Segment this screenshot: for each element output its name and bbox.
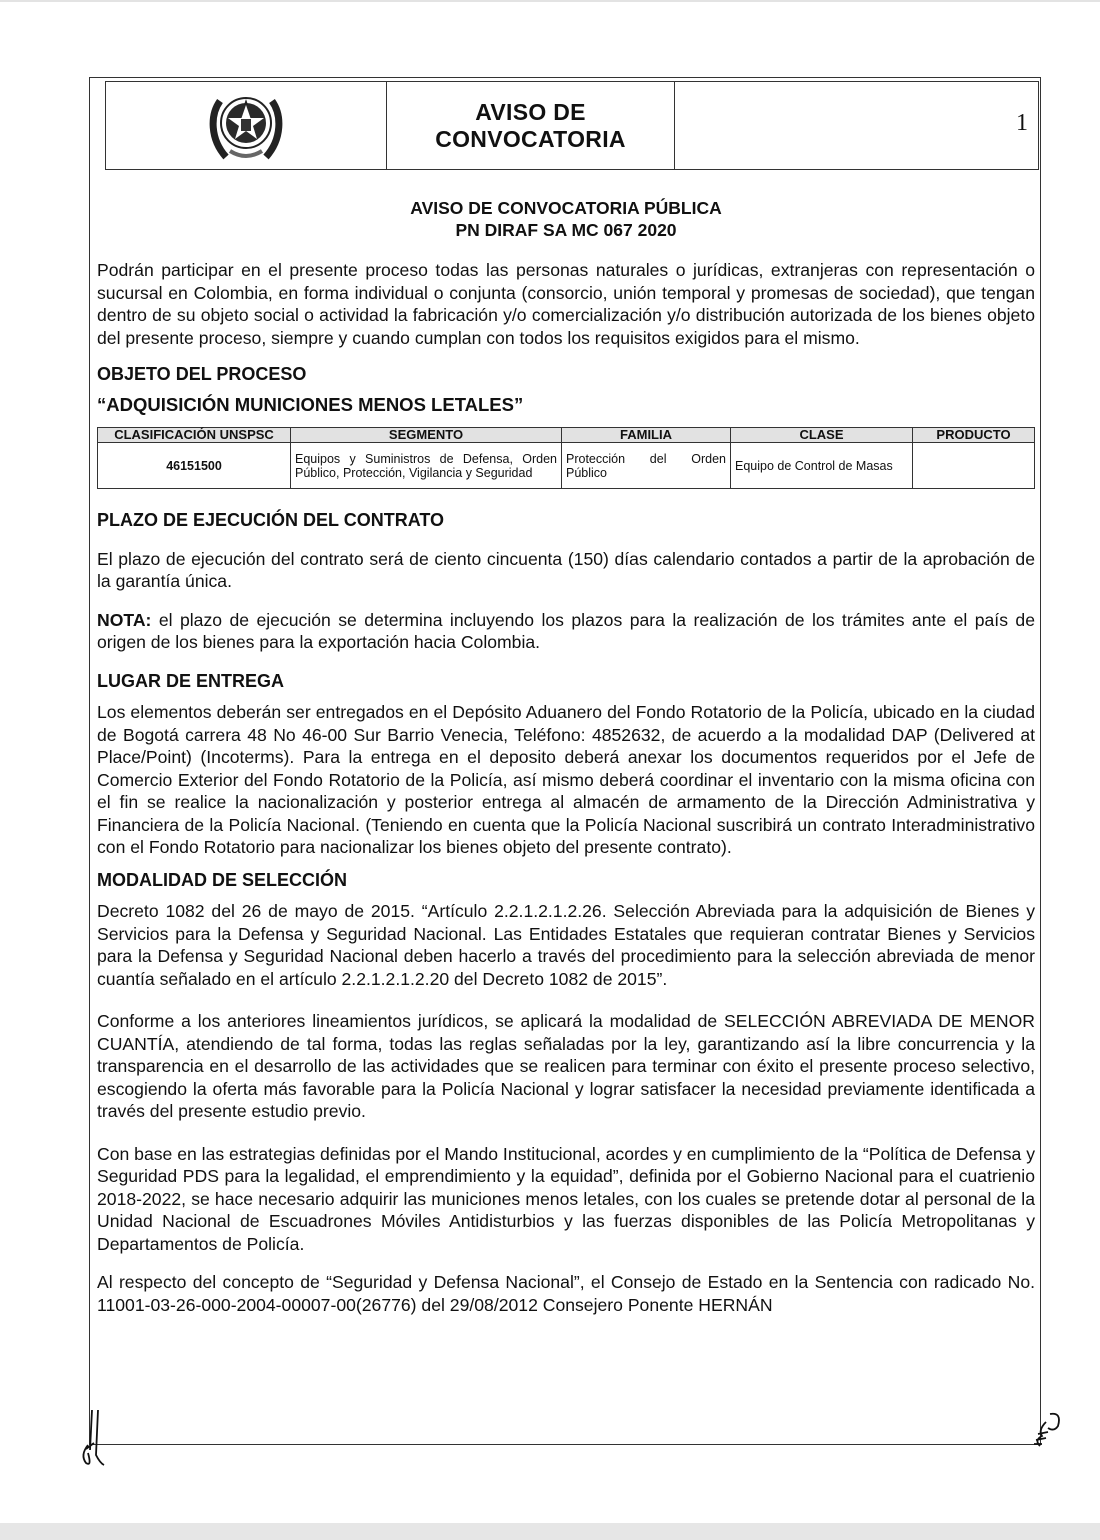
- column-header: CLASIFICACIÓN UNSPSC: [98, 428, 291, 443]
- header-page-cell: [675, 82, 1038, 169]
- modalidad-paragraph-4: Al respecto del concepto de “Seguridad y Defensa Nacional”, el Consejo de Estado en la Sentencia con radicado No. 11001-03-26-000-2004-00007-00(26776) del 29/08/2012 Consejero Ponente HERNÁN: [97, 1272, 1035, 1315]
- document-title: AVISO DE CONVOCATORIA PÚBLICA: [410, 198, 722, 218]
- bottom-edge-band: [0, 1523, 1100, 1540]
- handwritten-signature-icon: [1028, 1410, 1064, 1450]
- cell-producto: [913, 443, 1035, 489]
- section-heading-lugar: LUGAR DE ENTREGA: [97, 670, 285, 691]
- note-label: NOTA:: [97, 609, 152, 630]
- section-heading-objeto: OBJETO DEL PROCESO: [97, 364, 307, 384]
- document-reference: PN DIRAF SA MC 067 2020: [455, 220, 677, 240]
- note-text: el plazo de ejecución se determina incluyendo los plazos para la realización de los trámites ante el país de origen de los bienes para la exportación hacia Colombia.: [97, 609, 1035, 652]
- section-heading-modalidad: MODALIDAD DE SELECCIÓN: [97, 869, 348, 890]
- cell-clase: Equipo de Control de Masas: [731, 443, 913, 489]
- document-header: [105, 81, 1039, 170]
- table-header-row: [98, 428, 1035, 443]
- page-number: 1: [1016, 110, 1028, 136]
- column-header: CLASE: [731, 428, 913, 443]
- header-title-line1: AVISO DE: [475, 98, 586, 125]
- header-logo-cell: [106, 82, 387, 169]
- objeto-name: “ADQUISICIÓN MUNICIONES MENOS LETALES”: [97, 393, 524, 415]
- lugar-paragraph: Los elementos deberán ser entregados en el Depósito Aduanero del Fondo Rotatorio de la Policía, ubicado en la ciudad de Bogotá carrera 48 No 46-00 Sur Barrio Venecia, Teléfono: 4852632, de acuerdo a la modalidad DAP (Delivered at Place/Point) (Incoterms). Para la entrega en el deposito deberá anexar los documentos requeridos por el Jefe de Comercio Exterior del Fondo Rotatorio de la Policía, así mismo deberá coordinar el inventario con la misma oficina con el fin se realice la nacionalización y posterior entrega al almacén de armamento de la Dirección Administrativa y Financiera de la Policía Nacional. (Teniendo en cuenta que la Policía Nacional suscribirá un contrato Interadministrativo con el Fondo Rotatorio para nacionalizar los bienes objeto del presente contrato).: [97, 702, 1035, 857]
- section-heading-plazo: PLAZO DE EJECUCIÓN DEL CONTRATO: [97, 510, 445, 530]
- handwritten-initials-icon: [78, 1405, 118, 1470]
- cell-segmento: Equipos y Suministros de Defensa, Orden Público, Protección, Vigilancia y Seguridad: [291, 443, 562, 489]
- modalidad-paragraph-3: Con base en las estrategias definidas por el Mando Institucional, acordes y en cumplimiento de la “Política de Defensa y Seguridad PDS para la legalidad, el emprendimiento y la equidad”, definida por el Gobierno Nacional para el cuatrienio 2018-2022, se hace necesario adquirir las municiones menos letales, con los cuales se pretende dotar al personal de la Unidad Nacional de Escuadrones Móviles Antidisturbios y las fuerzas disponibles de las Policía Metropolitanas y Departamentos de Policía.: [97, 1143, 1035, 1254]
- table-row: [98, 443, 1035, 489]
- header-title-cell: [387, 82, 675, 169]
- cell-familia: Protección del Orden Público: [562, 443, 731, 489]
- header-title-line2: CONVOCATORIA: [435, 125, 626, 152]
- top-edge-bar: [0, 0, 1100, 2]
- plazo-paragraph: El plazo de ejecución del contrato será de ciento cincuenta (150) días calendario contados a partir de la aprobación de la garantía única.: [97, 548, 1035, 591]
- cell-unspsc-code: 46151500: [98, 443, 291, 489]
- plazo-note: [97, 609, 1035, 654]
- modalidad-paragraph-2: Conforme a los anteriores lineamientos jurídicos, se aplicará la modalidad de SELECCIÓN ABREVIADA DE MENOR CUANTÍA, atendiendo de tal forma, todas las reglas señaladas por la ley, garantizando así la libre concurrencia y la transparencia en el desarrollo de las actividades que se realicen para terminar con éxito el presente proceso selectivo, escogiendo la oferta más favorable para la Policía Nacional y lograr satisfacer la necesidad previamente identificada a través del presente estudio previo.: [97, 1011, 1035, 1121]
- modalidad-paragraph-1: Decreto 1082 del 26 de mayo de 2015. “Artículo 2.2.1.2.1.2.26. Selección Abreviada para la adquisición de Bienes y Servicios para la Defensa y Seguridad Nacional. Las Entidades Estatales que requieran contratar Bienes y Servicios para la Defensa y Seguridad Nacional deben hacerlo a través del procedimiento para la selección abreviada de menor cuantía señalado en el artículo 2.2.1.2.1.2.20 del Decreto 1082 de 2015”.: [97, 901, 1035, 989]
- unspsc-table: [97, 427, 1035, 489]
- document-body: [97, 190, 1035, 1316]
- column-header: FAMILIA: [562, 428, 731, 443]
- police-emblem-icon: [206, 85, 286, 167]
- column-header: SEGMENTO: [291, 428, 562, 443]
- intro-paragraph: Podrán participar en el presente proceso todas las personas naturales o jurídicas, extranjeras con representación o sucursal en Colombia, en forma individual o conjunta (consorcio, unión temporal y promesas de sociedad), que tengan dentro de su objeto social o actividad la fabricación y/o comercialización y/o distribución autorizada de los bienes objeto del presente proceso, siempre y cuando cumplan con todos los requisitos exigidos para el mismo.: [97, 260, 1035, 348]
- column-header: PRODUCTO: [913, 428, 1035, 443]
